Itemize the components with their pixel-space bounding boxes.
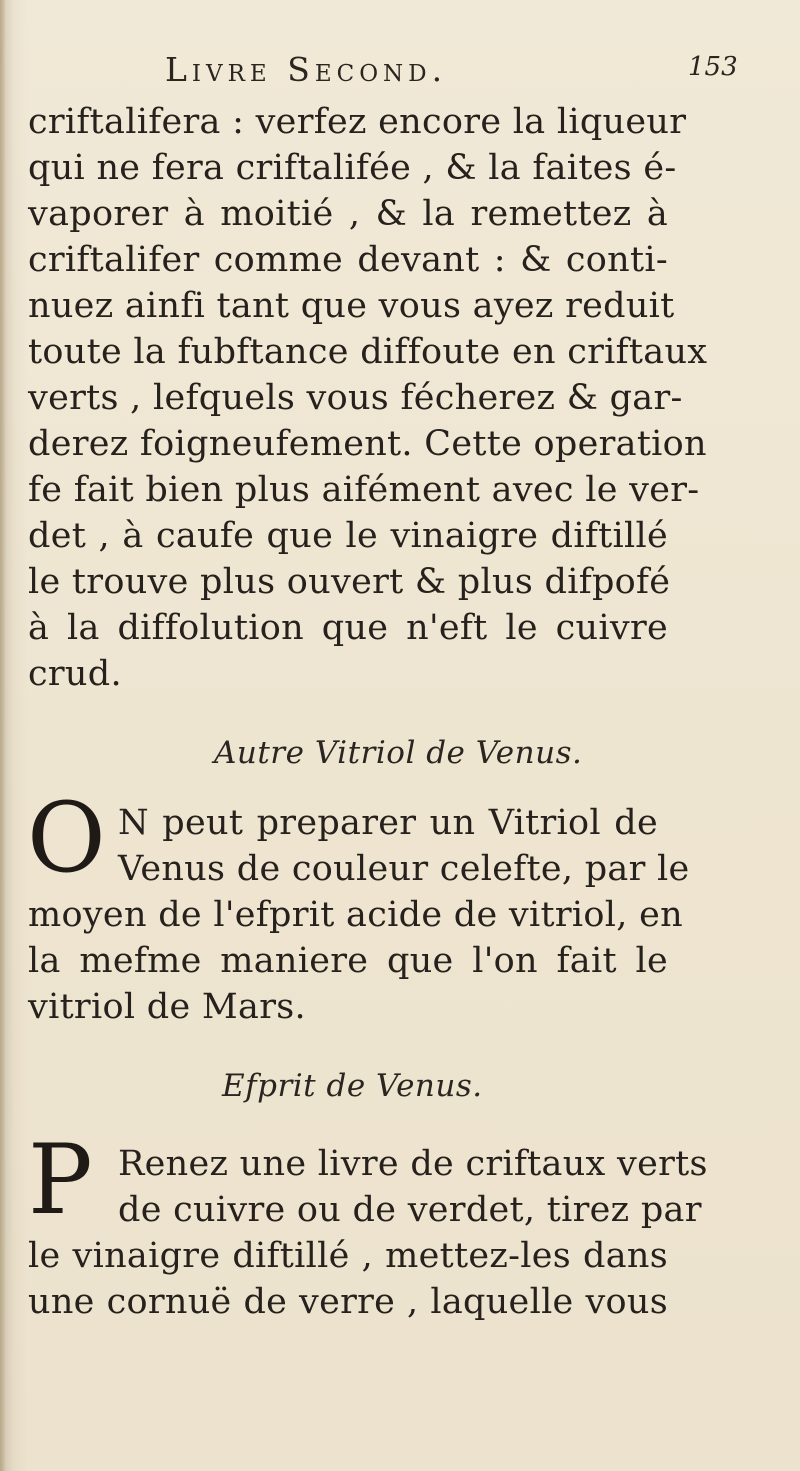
text-line: la mefme maniere que l'on fait le [28,941,668,981]
text-line: le trouve plus ouvert & plus difpofé [28,562,671,602]
text-line: Renez une livre de criftaux verts [118,1144,708,1184]
text-line: nuez ainfi tant que vous ayez reduit [28,286,675,326]
text-line: crud. [28,654,122,694]
text-line: vaporer à moitié , & la remettez à [28,194,668,234]
running-head: Livre Second. [165,50,448,89]
text-line: vitriol de Mars. [28,987,306,1027]
text-line: criftalifera : verfez encore la liqueur [28,102,687,142]
text-line: le vinaigre diftillé , mettez-les dans [28,1236,668,1276]
text-line: toute la fubftance diffoute en criftaux [28,332,708,372]
page-number: 153 [688,52,738,82]
page-gutter-shadow [0,0,6,1471]
text-line: qui ne fera criftalifée , & la faites é- [28,148,677,188]
text-line: Venus de couleur celefte, par le [118,849,690,889]
section-title: Autre Vitriol de Venus. [214,735,583,771]
text-line: det , à caufe que le vinaigre diftillé [28,516,668,556]
text-line: moyen de l'efprit acide de vitriol, en [28,895,683,935]
drop-cap: O [27,782,106,894]
text-line: criftalifer comme devant : & conti- [28,240,668,280]
text-line: à la diffolution que n'eft le cuivre [28,608,668,648]
text-line: derez foigneufement. Cette operation [28,424,707,464]
text-line: une cornuë de verre , laquelle vous [28,1282,668,1322]
text-line: fe fait bien plus aifément avec le ver- [28,470,700,510]
section-title: Efprit de Venus. [222,1068,483,1104]
drop-cap: P [28,1124,93,1236]
text-line: de cuivre ou de verdet, tirez par [118,1190,702,1230]
text-line: N peut preparer un Vitriol de [118,803,658,843]
text-line: verts , lefquels vous fécherez & gar- [28,378,683,418]
